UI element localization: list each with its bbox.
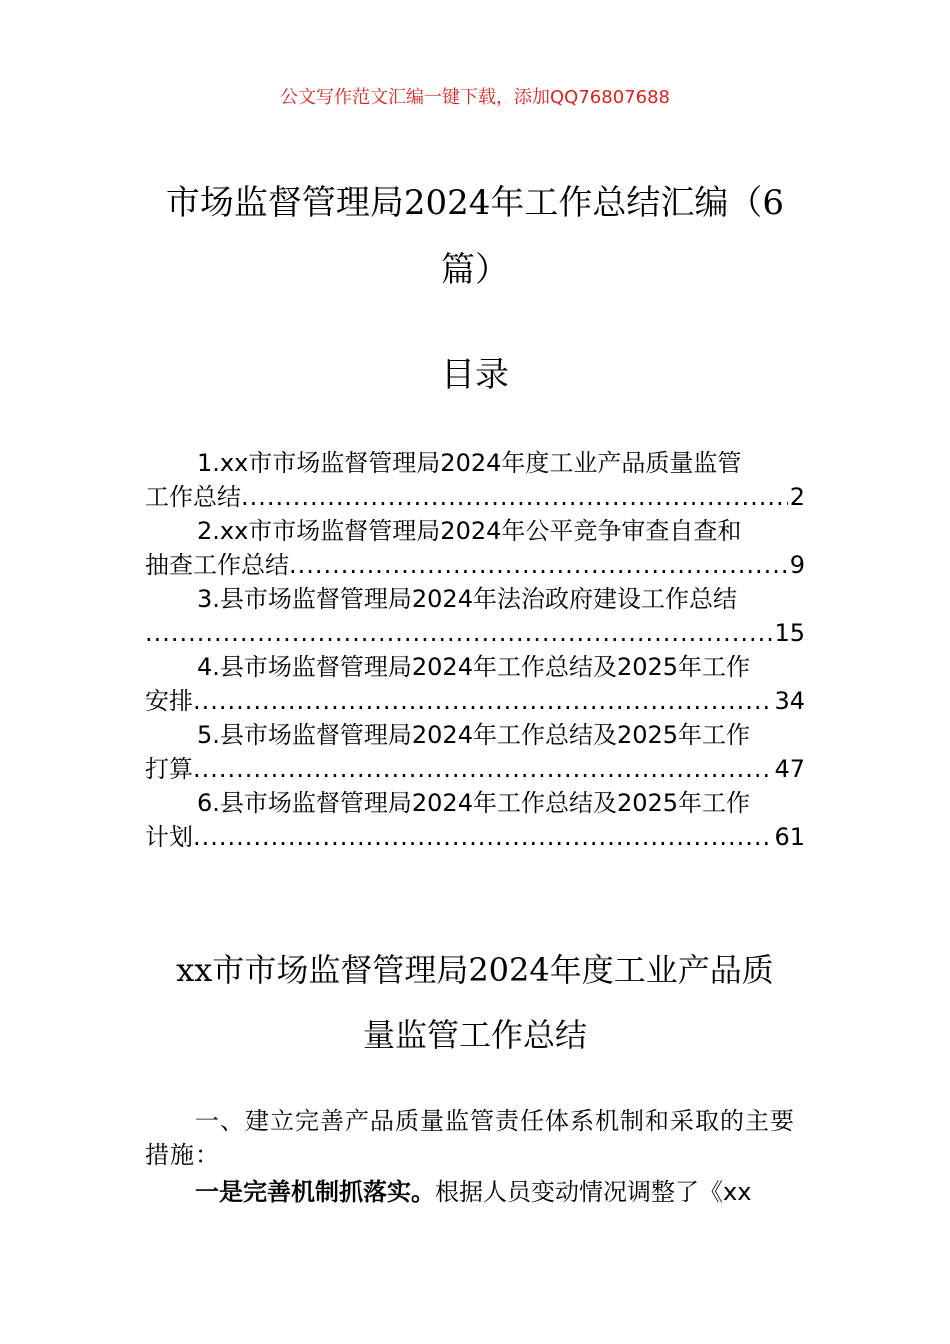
toc-page-number: 47 xyxy=(774,755,805,783)
toc-leader-dots xyxy=(145,616,772,650)
toc-page-number: 2 xyxy=(789,483,805,511)
toc-entry-1[interactable] xyxy=(145,446,805,514)
toc-entry-5[interactable] xyxy=(145,718,805,786)
toc-entry-title-cont: 计划 xyxy=(145,823,193,851)
toc-entry-title: 3.县市场监督管理局2024年法治政府建设工作总结 xyxy=(197,585,737,613)
toc-entry-3[interactable] xyxy=(145,582,805,650)
toc-entry-2[interactable] xyxy=(145,514,805,582)
toc-entry-title-cont: 打算 xyxy=(145,755,193,783)
download-banner[interactable]: 公文写作范文汇编一键下载，添加QQ76807688 xyxy=(280,87,670,108)
toc-entry-title: 6.县市场监督管理局2024年工作总结及2025年工作 xyxy=(197,789,751,817)
document-title-line-1: 市场监督管理局2024年工作总结汇编（6 xyxy=(165,183,785,223)
toc-leader-dots xyxy=(241,480,788,514)
body-paragraph-1: 一、建立完善产品质量监管责任体系机制和采取的主要措施： xyxy=(145,1107,795,1169)
toc-heading: 目录 xyxy=(441,355,509,395)
toc-entry-title-cont: 抽查工作总结 xyxy=(145,551,289,579)
toc-page-number: 34 xyxy=(774,687,805,715)
toc-entry-title: 1.xx市市场监督管理局2024年度工业产品质量监管 xyxy=(197,449,742,477)
toc-entry-title-cont: 安排 xyxy=(145,687,193,715)
toc-entry-6[interactable] xyxy=(145,786,805,854)
section-title-line-2: 量监管工作总结 xyxy=(362,1016,587,1054)
paragraph-text: 根据人员变动情况调整了《xx xyxy=(435,1178,752,1206)
toc-leader-dots xyxy=(193,684,772,718)
toc-entry-title: 5.县市场监督管理局2024年工作总结及2025年工作 xyxy=(197,721,751,749)
toc-page-number: 15 xyxy=(774,619,805,647)
toc-leader-dots xyxy=(193,820,772,854)
toc-entry-4[interactable] xyxy=(145,650,805,718)
toc-page-number: 61 xyxy=(774,823,805,851)
section-title-line-1: xx市市场监督管理局2024年度工业产品质 xyxy=(176,951,774,989)
body-paragraph-2 xyxy=(145,1175,805,1209)
table-of-contents xyxy=(145,446,805,854)
toc-leader-dots xyxy=(193,752,772,786)
toc-entry-title-cont: 工作总结 xyxy=(145,483,241,511)
paragraph-lead-bold: 一是完善机制抓落实。 xyxy=(195,1178,435,1206)
toc-entry-title: 4.县市场监督管理局2024年工作总结及2025年工作 xyxy=(197,653,751,681)
toc-entry-title: 2.xx市市场监督管理局2024年公平竞争审查自查和 xyxy=(197,517,742,545)
toc-leader-dots xyxy=(289,548,788,582)
document-title-line-2: 篇） xyxy=(441,250,509,290)
toc-page-number: 9 xyxy=(789,551,805,579)
